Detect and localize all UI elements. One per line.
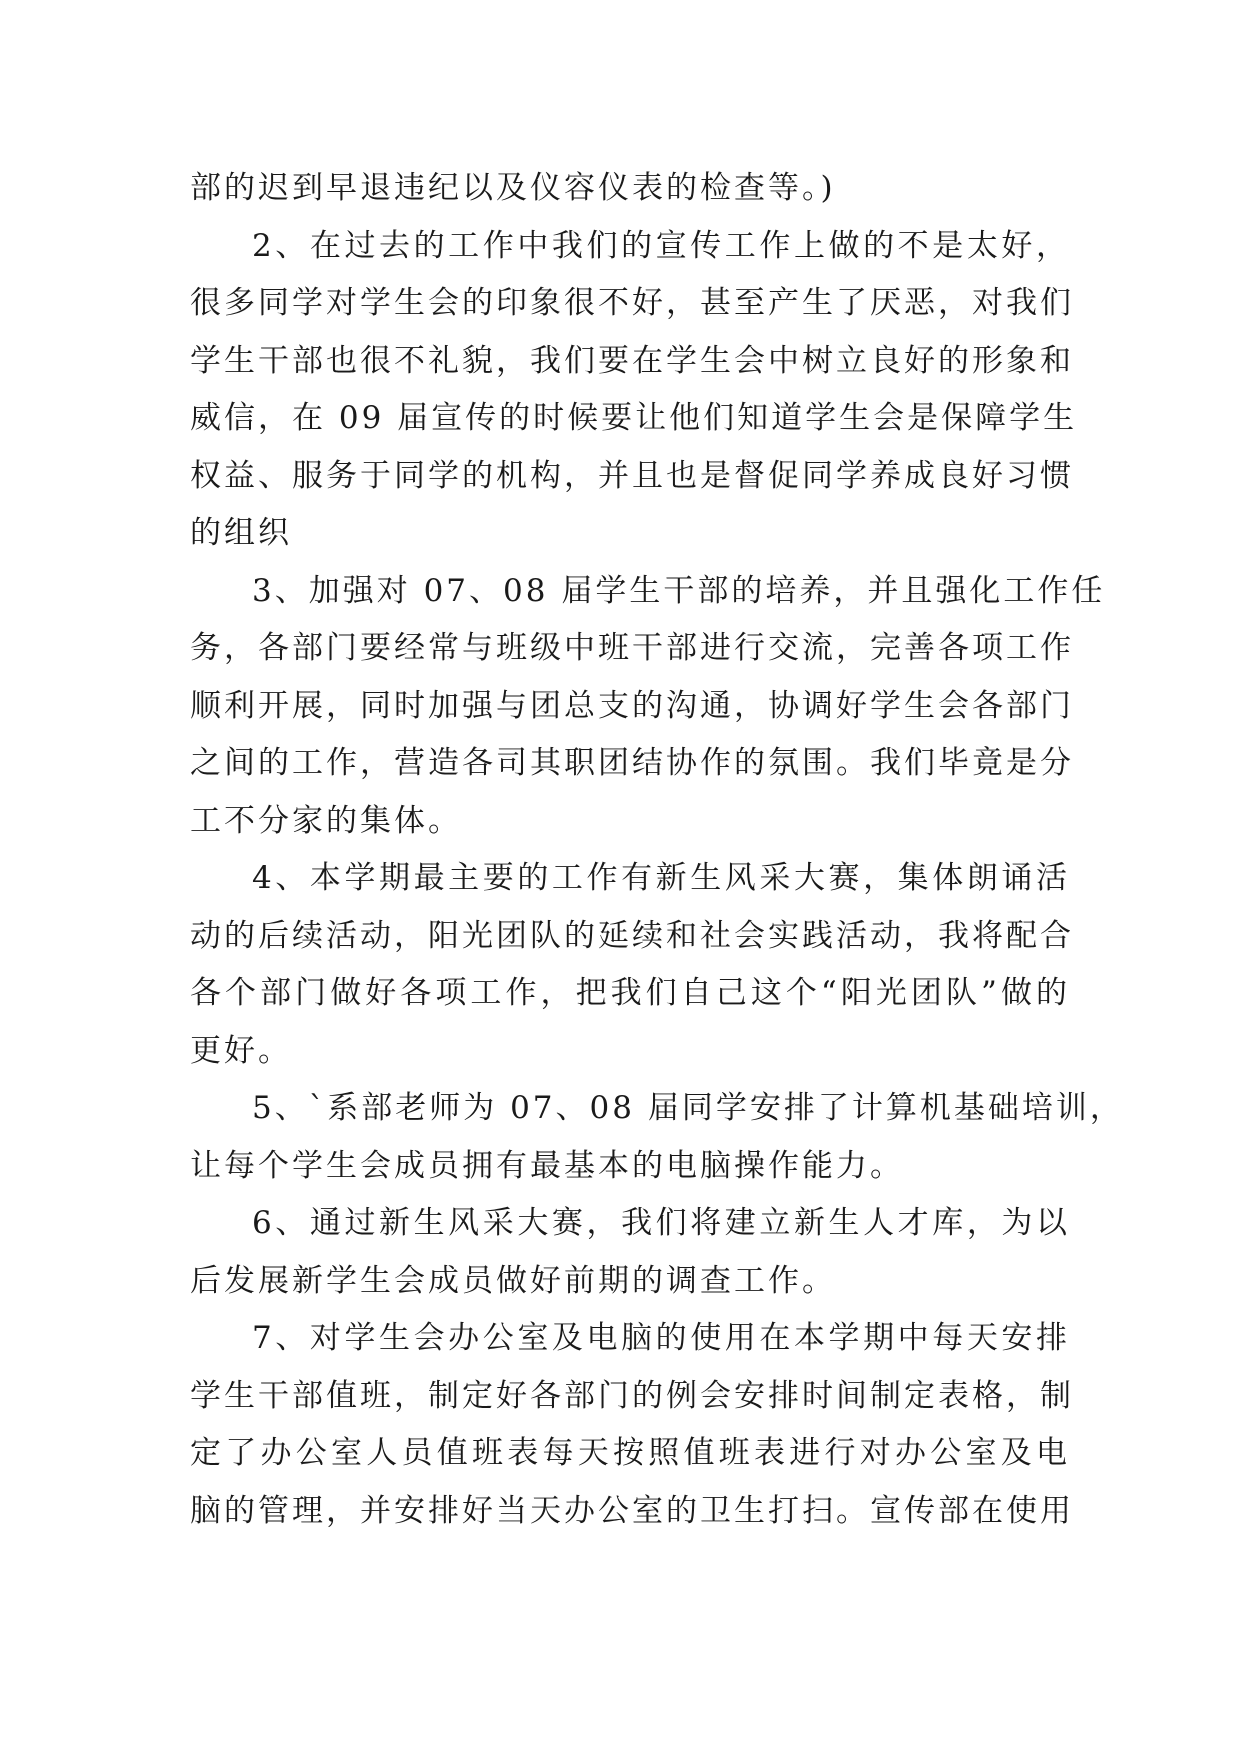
text-line: 工不分家的集体。 [190, 802, 462, 839]
text-line: 6、通过新生风采大赛，我们将建立新生人才库，为以 [252, 1205, 1070, 1241]
text-line: 威信，在 09 届宣传的时候要让他们知道学生会是保障学生 [190, 400, 1078, 436]
text-line: 3、加强对 07、08 届学生干部的培养，并且强化工作任 [252, 572, 1106, 609]
text-line: 让每个学生会成员拥有最基本的电脑操作能力。 [190, 1147, 904, 1184]
text-line: 5、`系部老师为 07、08 届同学安排了计算机基础培训， [252, 1090, 1124, 1126]
text-line: 学生干部也很不礼貌，我们要在学生会中树立良好的形象和 [190, 342, 1074, 379]
text-line: 学生干部值班，制定好各部门的例会安排时间制定表格，制 [190, 1377, 1074, 1414]
text-line: 脑的管理，并安排好当天办公室的卫生打扫。宣传部在使用 [190, 1492, 1074, 1529]
text-line: 4、本学期最主要的工作有新生风采大赛，集体朗诵活 [252, 860, 1070, 896]
text-line: 权益、服务于同学的机构，并且也是督促同学养成良好习惯 [190, 457, 1074, 494]
text-line: 动的后续活动，阳光团队的延续和社会实践活动，我将配合 [190, 917, 1074, 954]
text-line: 7、对学生会办公室及电脑的使用在本学期中每天安排 [252, 1320, 1070, 1356]
text-line: 很多同学对学生会的印象很不好，甚至产生了厌恶，对我们 [190, 285, 1074, 321]
text-line: 务，各部门要经常与班级中班干部进行交流，完善各项工作 [190, 630, 1074, 666]
text-line: 后发展新学生会成员做好前期的调查工作。 [190, 1262, 836, 1299]
text-line: 的组织 [190, 515, 292, 551]
text-line: 顺利开展，同时加强与团总支的沟通，协调好学生会各部门 [190, 687, 1074, 724]
document-body-text [190, 160, 1124, 1540]
text-line: 2、在过去的工作中我们的宣传工作上做的不是太好， [252, 227, 1070, 264]
text-line: 更好。 [190, 1032, 292, 1069]
text-line: 之间的工作，营造各司其职团结协作的氛围。我们毕竟是分 [190, 745, 1074, 781]
text-line: 定了办公室人员值班表每天按照值班表进行对办公室及电 [190, 1435, 1070, 1471]
text-line: 部的迟到早退违纪以及仪容仪表的检查等。) [190, 170, 836, 206]
text-line: 各个部门做好各项工作，把我们自己这个“阳光团队”做的 [190, 975, 1070, 1011]
